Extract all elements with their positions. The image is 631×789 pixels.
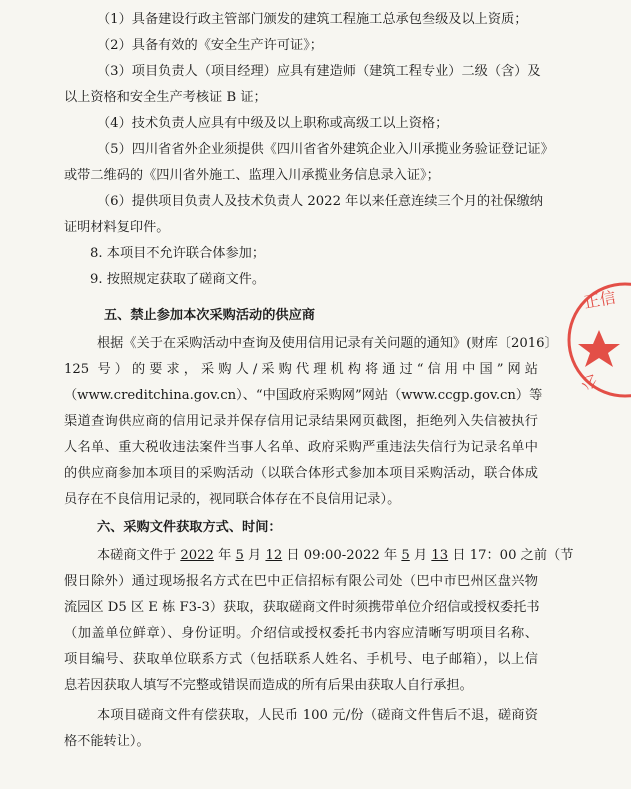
- svg-text:公: 公: [579, 370, 599, 393]
- section-5-para-line4: 渠道查询供应商的信用记录并保存信用记录结果网页截图，拒绝列入失信被执行: [64, 414, 538, 429]
- section-5-para-line3: （www.creditchina.gov.cn）、“中国政府采购网”网站（www.ccgp.gov.cn）等: [64, 388, 543, 403]
- section-6-heading: 六、采购文件获取方式、时间：: [97, 520, 282, 535]
- date-year: 2022: [180, 548, 214, 563]
- fee-para-line2: 格不能转让）。: [64, 734, 150, 749]
- section-5-para-line1: 根据《关于在采购活动中查询及使用信用记录有关问题的通知》(财库〔2016〕: [97, 336, 558, 351]
- item-9: 9. 按照规定获取了磋商文件。: [90, 272, 266, 287]
- req-item-5-line1: （5）四川省省外企业须提供《四川省省外建筑企业入川承揽业务验证登记证》: [97, 142, 554, 157]
- date-month-end: 5: [401, 548, 410, 563]
- seal-graphic: [565, 260, 631, 420]
- date-day-start: 12: [265, 548, 283, 563]
- req-item-6-line1: （6）提供项目负责人及技术负责人 2022 年以来任意连续三个月的社保缴纳: [97, 194, 543, 209]
- section-6-para-line6: 息若因获取人填写不完整或错误而造成的所有后果由获取人自行承担。: [64, 678, 473, 693]
- section-6-para-line2: 假日除外）通过现场报名方式在巴中正信招标有限公司处（巴中市巴州区盘兴物: [64, 574, 538, 589]
- section-6-para-line3: 流园区 D5 区 E 栋 F3-3）获取，获取磋商文件时须携带单位介绍信或授权委托书: [64, 600, 540, 615]
- req-item-3-line2: 以上资格和安全生产考核证 B 证；: [64, 90, 267, 105]
- section-5-heading: 五、禁止参加本次采购活动的供应商: [104, 308, 315, 323]
- section-5-para-line2: 125 号）的要求，采购人/采购代理机构将通过“信用中国”网站: [64, 362, 538, 377]
- company-seal-stamp: [565, 260, 631, 420]
- section-6-para-line1: 本磋商文件于 2022 年 5 月 12 日 09:00-2022 年 5 月 13 日 17：00 之前（节: [97, 548, 574, 563]
- section-5-para-line6: 的供应商参加本项目的采购活动（以联合体形式参加本项目采购活动，联合体成: [64, 466, 538, 481]
- section-6-para-line4: （加盖单位鲜章）、身份证明。介绍信或授权委托书内容应清晰写明项目名称、: [64, 626, 538, 641]
- date-day-end: 13: [431, 548, 449, 563]
- fee-para-line1: 本项目磋商文件有偿获取，人民币 100 元/份（磋商文件售后不退，磋商资: [97, 708, 538, 723]
- req-item-6-line2: 证明材料复印件。: [64, 220, 170, 235]
- item-8: 8. 本项目不允许联合体参加；: [90, 246, 266, 261]
- req-item-5-line2: 或带二维码的《四川省外施工、监理入川承揽业务信息录入证》；: [64, 168, 440, 183]
- req-item-4: （4）技术负责人应具有中级及以上职称或高级工以上资格；: [97, 116, 449, 131]
- req-item-2: （2）具备有效的《安全生产许可证》；: [97, 38, 323, 53]
- req-item-1: （1）具备建设行政主管部门颁发的建筑工程施工总承包叁级及以上资质；: [97, 12, 528, 27]
- section-5-para-line7: 员存在不良信用记录的，视同联合体存在不良信用记录）。: [64, 492, 401, 507]
- section-5-para-line5: 人名单、重大税收违法案件当事人名单、政府采购严重违法失信行为记录名单中: [64, 440, 538, 455]
- section-6-para-line5: 项目编号、获取单位联系方式（包括联系人姓名、手机号、电子邮箱），以上信: [64, 652, 538, 667]
- date-month-start: 5: [235, 548, 244, 563]
- req-item-3-line1: （3）项目负责人（项目经理）应具有建造师（建筑工程专业）二级（含）及: [97, 64, 541, 79]
- svg-text:正信: 正信: [582, 287, 618, 312]
